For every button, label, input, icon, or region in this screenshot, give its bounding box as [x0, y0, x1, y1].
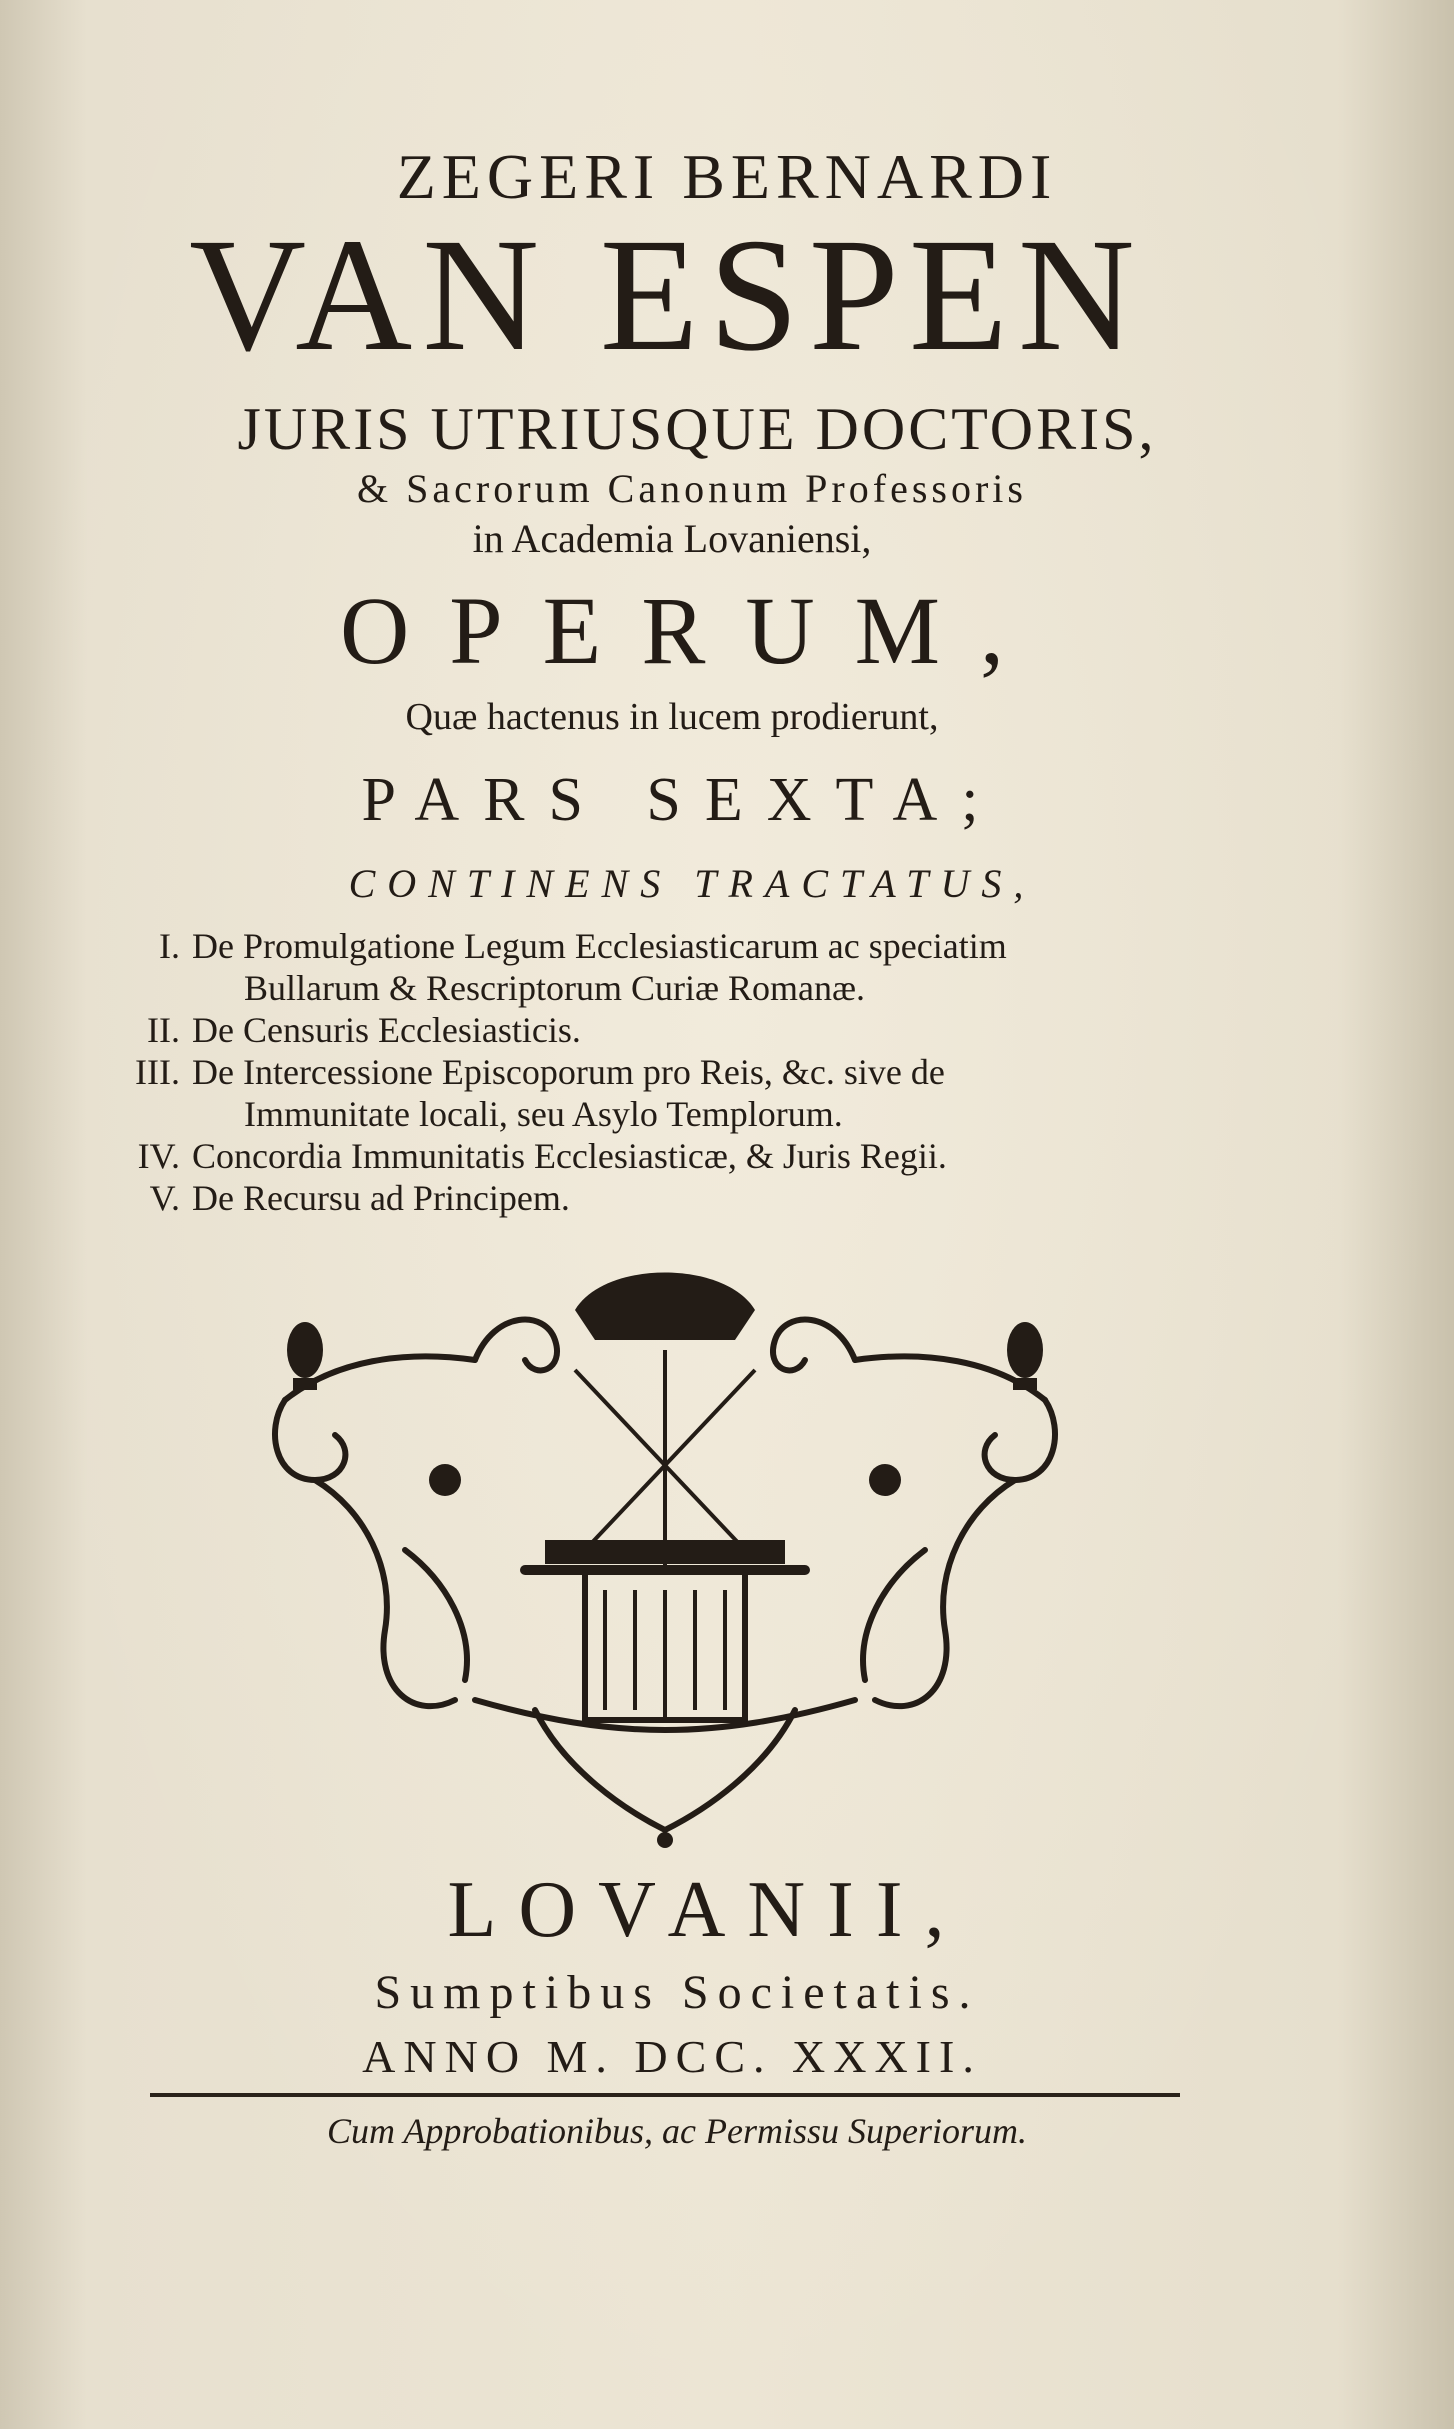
item-line: Concordia Immunitatis Ecclesiasticæ, & Juris Regii. — [192, 1136, 947, 1176]
item-line: De Promulgatione Legum Ecclesiasticarum ac speciatim — [192, 926, 1007, 966]
author-first-names: ZEGERI BERNARDI — [396, 141, 1058, 212]
work-subtitle: Quæ hactenus in lucem prodierunt, — [405, 696, 939, 738]
approbation-note: Cum Approbationibus, ac Permissu Superiorum. — [326, 2111, 1027, 2151]
list-item — [80, 925, 1240, 1009]
contents-list — [80, 925, 1240, 1219]
item-line: De Intercessione Episcoporum pro Reis, &c. sive de — [192, 1052, 945, 1092]
item-text — [192, 1135, 1240, 1177]
imprint-publisher: Sumptibus Societatis. — [374, 1966, 980, 2019]
item-text — [192, 1177, 1240, 1219]
imprint-place: LOVANII, — [447, 1866, 967, 1954]
list-item — [80, 1135, 1240, 1177]
work-title: OPERUM, — [339, 577, 1045, 684]
author-surname: VAN ESPEN — [189, 206, 1145, 385]
contents-heading: CONTINENS TRACTATUS, — [348, 861, 1036, 906]
author-academy: in Academia Lovaniensi, — [472, 516, 872, 561]
imprint-year: ANNO M. DCC. XXXII. — [362, 2031, 982, 2082]
author-degree: JURIS UTRIUSQUE DOCTORIS, — [237, 396, 1157, 462]
list-item — [80, 1051, 1240, 1135]
divider-rule — [150, 2093, 1180, 2097]
item-number: II. — [147, 1010, 180, 1050]
item-number: III. — [135, 1052, 180, 1092]
item-line: De Recursu ad Principem. — [192, 1178, 570, 1218]
printers-ornament-icon — [245, 1250, 1085, 1850]
item-number: IV. — [137, 1136, 180, 1176]
item-text — [192, 925, 1240, 1009]
list-item — [80, 1177, 1240, 1219]
item-number: V. — [149, 1178, 180, 1218]
item-line: De Censuris Ecclesiasticis. — [192, 1010, 581, 1050]
item-line: Immunitate locali, seu Asylo Templorum. — [244, 1094, 843, 1134]
part-number: PARS SEXTA; — [361, 766, 1003, 834]
item-number: I. — [159, 926, 180, 966]
item-text — [192, 1051, 1240, 1135]
author-professorship: & Sacrorum Canonum Professoris — [357, 466, 1027, 511]
item-text — [192, 1009, 1240, 1051]
item-line: Bullarum & Rescriptorum Curiæ Romanæ. — [244, 968, 865, 1008]
list-item — [80, 1009, 1240, 1051]
